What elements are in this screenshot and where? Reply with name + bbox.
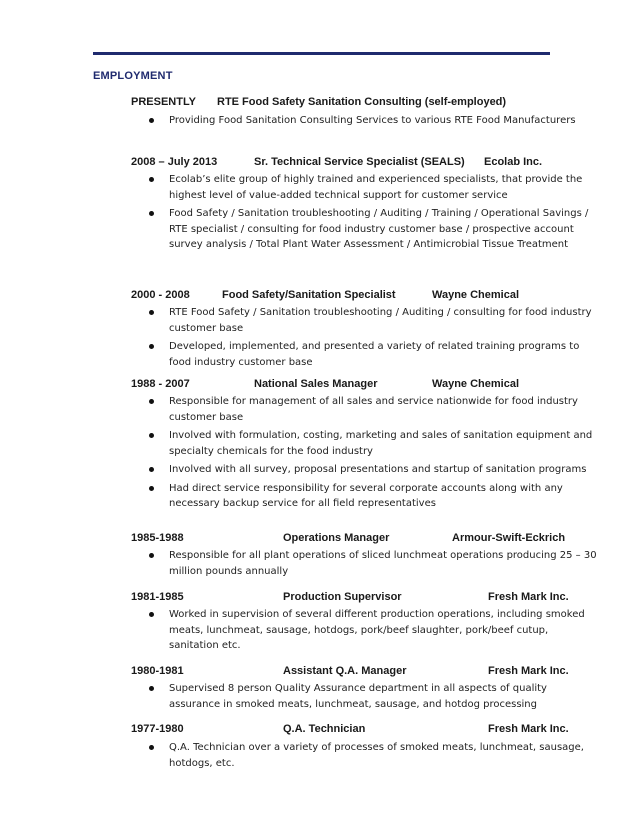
list-item (131, 740, 601, 771)
bullet-dot-icon (149, 553, 154, 558)
job-company: Wayne Chemical (432, 289, 520, 301)
job-company: Fresh Mark Inc. (488, 591, 569, 603)
job-heading (131, 289, 601, 304)
job-company: Fresh Mark Inc. (488, 723, 569, 735)
bullet-text: Providing Food Sanitation Consulting Services to various RTE Food Manufacturers (169, 115, 576, 126)
bullet-text: Responsible for all plant operations of sliced lunchmeat operations producing 25 – 30 million pounds annually (169, 550, 597, 577)
job-dates: 1988 - 2007 (131, 378, 190, 390)
bullet-text: RTE Food Safety / Sanitation troubleshooting / Auditing / consulting for food industry customer base (169, 307, 592, 334)
list-item (131, 339, 601, 370)
list-item (131, 172, 601, 203)
job-heading (131, 96, 601, 111)
job-bullets (131, 681, 601, 715)
job-title: Production Supervisor (283, 591, 402, 603)
list-item (131, 305, 601, 336)
job-dates: 1985-1988 (131, 532, 184, 544)
job-heading (131, 723, 601, 738)
list-item (131, 681, 601, 712)
bullet-text: Ecolab’s elite group of highly trained and experienced specialists, that provide the highest level of value-added technical support for customer service (169, 174, 583, 201)
bullet-dot-icon (149, 467, 154, 472)
job-bullets (131, 607, 601, 657)
list-item (131, 607, 601, 654)
job-bullets (131, 394, 601, 515)
bullet-text: Responsible for management of all sales and service nationwide for food industry customer base (169, 396, 578, 423)
job-title: Operations Manager (283, 532, 390, 544)
job-heading (131, 591, 601, 606)
list-item (131, 481, 601, 512)
job-company: Ecolab Inc. (484, 156, 543, 168)
bullet-dot-icon (149, 211, 154, 216)
list-item (131, 428, 601, 459)
bullet-dot-icon (149, 399, 154, 404)
bullet-text: Worked in supervision of several different production operations, including smoked meats, lunchmeat, sausage, hotdogs, pork/beef slaughter, pork/beef cutup, sanitation etc. (169, 609, 585, 651)
job-dates: PRESENTLY (131, 96, 197, 108)
job-dates: 2008 – July 2013 (131, 156, 218, 168)
bullet-dot-icon (149, 177, 154, 182)
job-title: Sr. Technical Service Specialist (SEALS) (254, 156, 465, 168)
bullet-dot-icon (149, 433, 154, 438)
bullet-dot-icon (149, 486, 154, 491)
bullet-text: Involved with formulation, costing, marketing and sales of sanitation equipment and specialty chemicals for the food industry (169, 430, 593, 457)
bullet-dot-icon (149, 344, 154, 349)
list-item (131, 548, 601, 579)
job-bullets (131, 740, 601, 774)
job-dates: 1977-1980 (131, 723, 184, 735)
job-heading (131, 378, 601, 393)
job-bullets (131, 548, 601, 582)
job-title: RTE Food Safety Sanitation Consulting (self-employed) (217, 96, 507, 108)
bullet-text: Developed, implemented, and presented a variety of related training programs to food industry customer base (169, 341, 580, 368)
job-title: Food Safety/Sanitation Specialist (222, 289, 396, 301)
job-company: Wayne Chemical (432, 378, 520, 390)
bullet-text: Involved with all survey, proposal presentations and startup of sanitation programs (169, 464, 587, 475)
job-heading (131, 532, 601, 547)
job-bullets (131, 305, 601, 373)
bullet-dot-icon (149, 686, 154, 691)
job-heading (131, 665, 601, 680)
job-heading (131, 156, 601, 171)
bullet-dot-icon (149, 118, 154, 123)
list-item (131, 462, 601, 478)
bullet-text: Had direct service responsibility for several corporate accounts along with any necessary backup service for all field representatives (169, 482, 563, 509)
list-item (131, 394, 601, 425)
bullet-text: Supervised 8 person Quality Assurance department in all aspects of quality assurance in smoked meats, lunchmeat, sausage, and hotdog processing (169, 683, 547, 710)
bullet-text: Food Safety / Sanitation troubleshooting / Auditing / Training / Operational Savings / RTE specialist / consulting for food industry customer base / prospective account survey analysis / Total Plant Water Assessment / Antimicrobial Tissue Treatment (169, 208, 589, 250)
list-item (131, 206, 601, 253)
job-dates: 2000 - 2008 (131, 289, 190, 301)
job-title: Assistant Q.A. Manager (283, 665, 407, 677)
bullet-dot-icon (149, 310, 154, 315)
job-dates: 1981-1985 (131, 591, 184, 603)
job-title: National Sales Manager (254, 378, 378, 390)
job-bullets (131, 113, 601, 132)
job-bullets (131, 172, 601, 256)
bullet-dot-icon (149, 745, 154, 750)
job-company: Fresh Mark Inc. (488, 665, 569, 677)
list-item (131, 113, 601, 129)
bullet-dot-icon (149, 612, 154, 617)
job-company: Armour-Swift-Eckrich (452, 532, 566, 544)
section-title: EMPLOYMENT (93, 70, 173, 82)
bullet-text: Q.A. Technician over a variety of processes of smoked meats, lunchmeat, sausage, hotdogs, etc. (169, 742, 584, 769)
job-dates: 1980-1981 (131, 665, 184, 677)
job-title: Q.A. Technician (283, 723, 366, 735)
